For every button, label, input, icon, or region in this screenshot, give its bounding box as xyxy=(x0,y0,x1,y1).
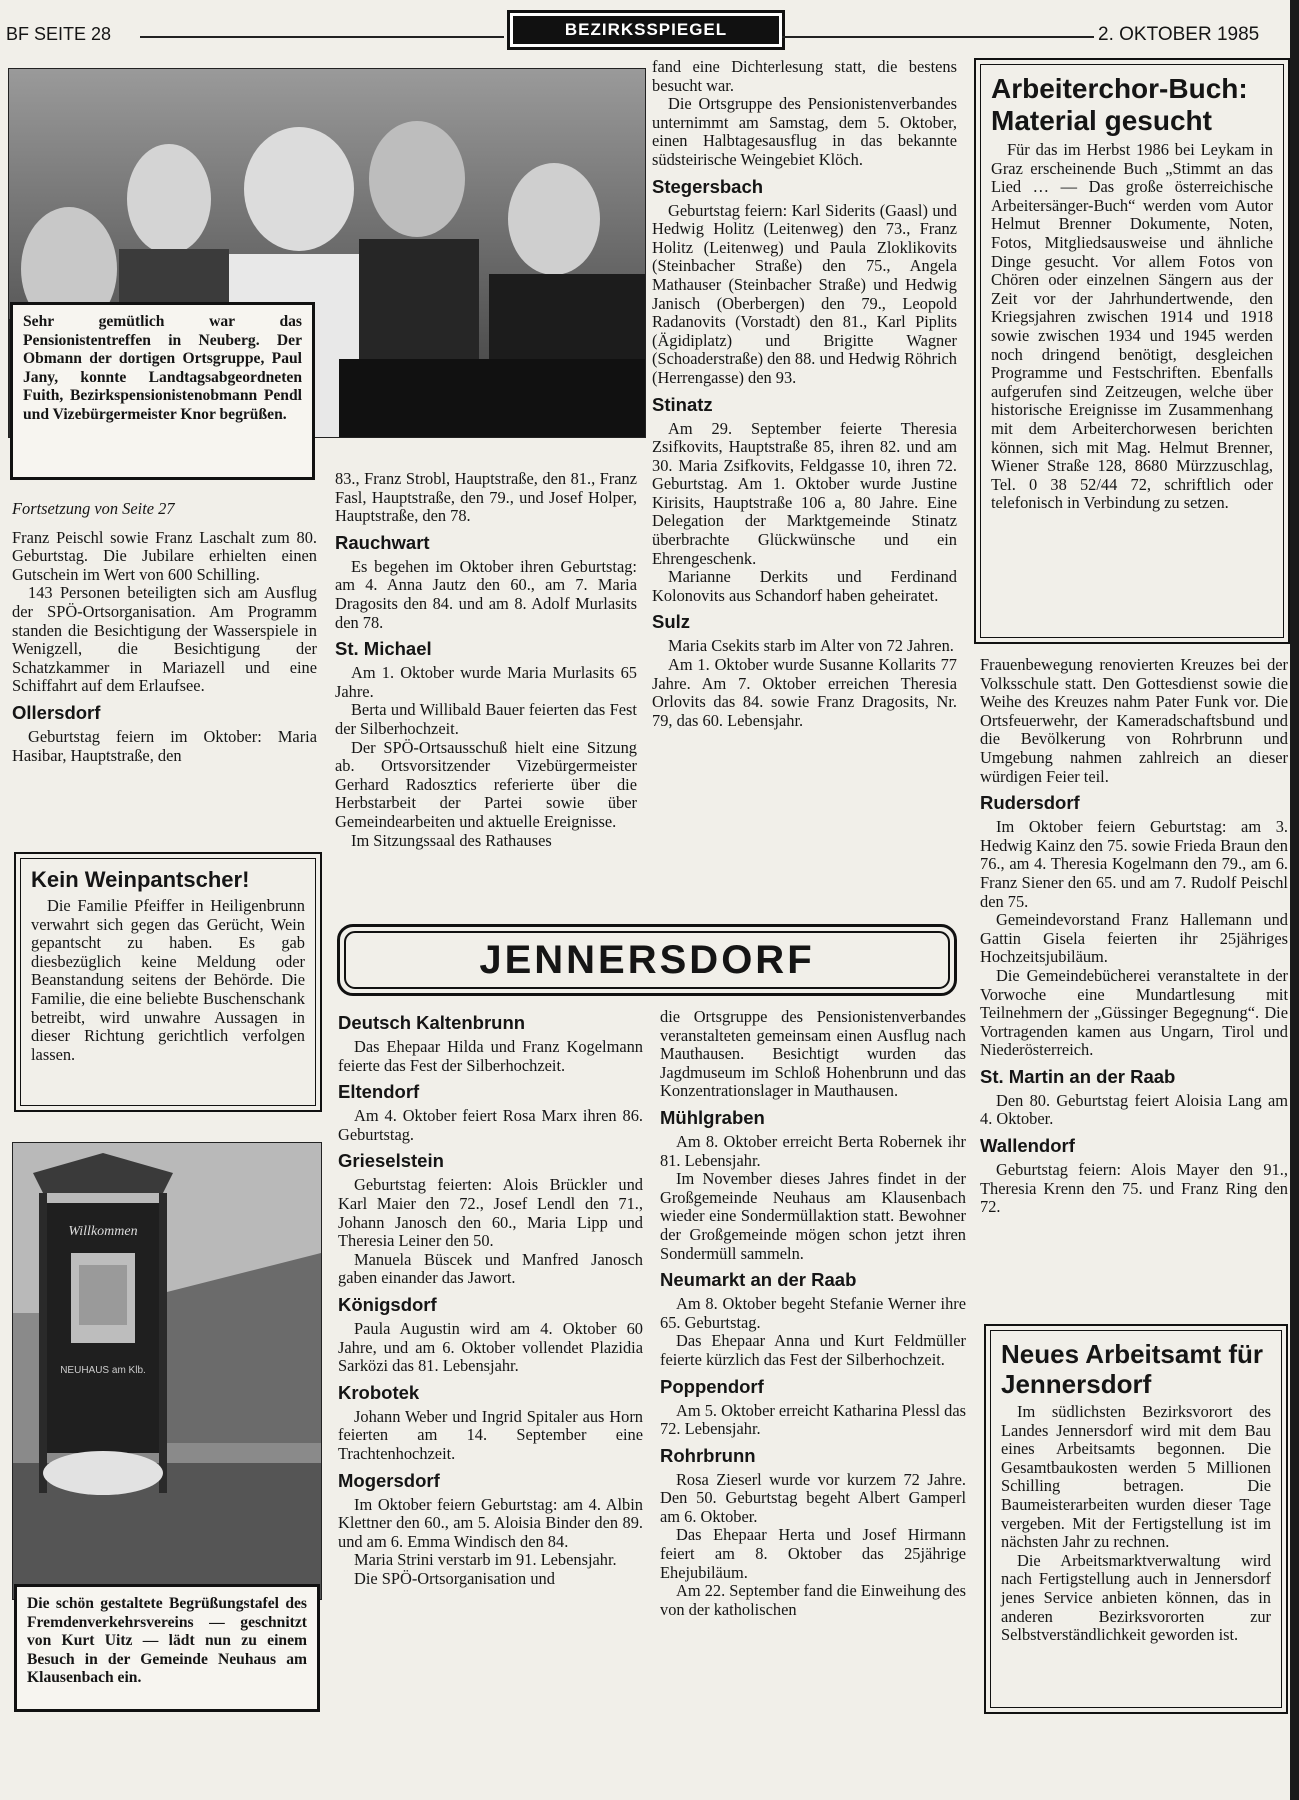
heading-stegersbach: Stegersbach xyxy=(652,175,764,197)
sign-text: Willkommen xyxy=(68,1224,138,1239)
box-title: Arbeiterchor-Buch: Material gesucht xyxy=(991,73,1248,136)
article-text: Am 1. Oktober wurde Maria Murlasits 65 Jahre. xyxy=(335,663,637,701)
photo-welcome-sign xyxy=(12,1142,322,1600)
heading-st-martin: St. Martin an der Raab xyxy=(980,1065,1176,1087)
heading-stinatz: Stinatz xyxy=(652,393,713,415)
heading-grieselstein: Grieselstein xyxy=(338,1150,444,1172)
heading-st-michael: St. Michael xyxy=(335,638,432,660)
article-text: Am 1. Oktober wurde Susanne Kollarits 77 Jahre. Am 7. Oktober erreichen Theresia Orlovits das 84. sowie Franz Dragosits, Nr. 79, das 60. Lebensjahr. xyxy=(652,655,957,730)
article-text: Frauenbewegung renovierten Kreuzes bei der Volksschule statt. Den Gottesdienst sowie die Weihe des Kreuzes nahm Pater Funk vor. Die Ortsfeuerwehr, der Kameradschaftsbund und die Bevölkerung von Rohrbrunn und Umgebung nahmen zahlreich an dieser würdigen Feier teil. xyxy=(980,655,1288,786)
heading-muehlgraben: Mühlgraben xyxy=(660,1106,765,1128)
box-title: Neues Arbeitsamt für Jennersdorf xyxy=(1001,1339,1263,1399)
article-text: Geburtstag feiern: Karl Siderits (Gaasl) und Hedwig Holitz (Leitenweg) den 73., Franz Holitz (Leitenweg) und Paula Zloklikovits (Steinbacher Straße) den 75., Angela Mathauser (Steinbacher Straße) und Hedwig Janisch (Oberbergen) den 79., Leopold Radanovits (Vorstadt) den 81., Karl Piplits (Ägidiplatz) und Brigitte Wagner (Schoaderstraße) den 88. und Hedwig Röhrich (Herrengasse) den 93. xyxy=(652,200,957,387)
caption-text: Sehr gemütlich war das Pensionistentreffen in Neuberg. Der Obmann der dortigen Ortsgruppe, Paul Jany, konnte Landtagsabgeordneten Fuith, Bezirkspensionistenobmann Pendl und Vizebürgermeister Knor begrüßen. xyxy=(23,313,302,423)
continuation-note: Fortsetzung von Seite 27 xyxy=(12,499,175,518)
photo-caption-2 xyxy=(14,1584,320,1712)
box-title: Kein Weinpantscher! xyxy=(31,867,250,892)
column-5 xyxy=(338,1006,643,1588)
box-inner xyxy=(20,858,316,1106)
heading-rohrbrunn: Rohrbrunn xyxy=(660,1444,756,1466)
article-text: Maria Csekits starb im Alter von 72 Jahren. xyxy=(668,636,954,656)
article-text: Am 4. Oktober feiert Rosa Marx ihren 86. Geburtstag. xyxy=(338,1106,643,1144)
article-text: Am 8. Oktober begeht Stefanie Werner ihre 65. Geburtstag. xyxy=(660,1294,966,1332)
article-text: Berta und Willibald Bauer feierten das Fest der Silberhochzeit. xyxy=(335,700,637,738)
article-text: Am 22. September fand die Einweihung des von der katholischen xyxy=(660,1581,966,1619)
heading-poppendorf: Poppendorf xyxy=(660,1375,764,1397)
caption-text: Die schön gestaltete Begrüßungstafel des Fremdenverkehrsvereins — geschnitzt von Kurt Uitz — lädt nun zu einem Besuch in der Gemeinde Neuhaus am Klausenbach ein. xyxy=(27,1595,307,1686)
article-text: Johann Weber und Ingrid Spitaler aus Horn feierten am 14. September eine Trachtenhochzeit. xyxy=(338,1406,643,1463)
article-text: Im November dieses Jahres findet in der Großgemeinde Neuhaus am Klausenbach wieder eine Sondermüllaktion statt. Bewohner der Großgemeinde mögen schon jetzt ihren Sondermüll sammeln. xyxy=(660,1169,966,1263)
heading-koenigsdorf: Königsdorf xyxy=(338,1293,437,1315)
article-text: 143 Personen beteiligten sich am Ausflug der SPÖ-Ortsorganisation. Am Programm standen die Besichtigung der Wasserspiele in Wenigzell, die Besichtigung der Schatzkammer in Mariazell und eine Schiffahrt auf dem Erlaufsee. xyxy=(12,583,317,696)
box-arbeiterchor-buch xyxy=(974,58,1290,644)
article-text: Das Ehepaar Hilda und Franz Kogelmann feierte das Fest der Silberhochzeit. xyxy=(338,1037,643,1075)
article-text: Am 8. Oktober erreicht Berta Robernek ihr 81. Lebensjahr. xyxy=(660,1131,966,1170)
banner-title: JENNERSDORF xyxy=(344,931,950,989)
box-text: Für das im Herbst 1986 bei Leykam in Graz erscheinende Buch „Stimmt an das Lied … — Das große österreichische Arbeitersänger-Buch“ werden vom Autor Helmut Brenner Dokumente, Noten, Fotos, Mitgliedsausweise und ähnliche Dinge gesucht. Vor allem Fotos von Chören oder einzelnen Sängern aus der Zeit vor der Jahrhundertwende, den Kriegsjahren zwischen 1914 und 1918 sowie zwischen 1934 und 1945 werden noch dringend benötigt, desgleichen Programme und Festschriften. Ebenfalls aufgerufen sind Zeitzeugen, welche über historische Ereignisse im Zusammenhang mit dem Arbeiterchorwesen berichten können, sich mit Mag. Helmut Brenner, Wiener Straße 128, 8680 Mürzzuschlag, Tel. 0 38 52/44 72, schriftlich oder telefonisch in Verbindung zu setzen. xyxy=(991,140,1273,513)
article-text: Im Sitzungssaal des Rathauses xyxy=(351,830,552,850)
article-text: Maria Strini verstarb im 91. Lebensjahr. xyxy=(354,1550,617,1570)
section-label xyxy=(507,10,785,50)
article-text: die Ortsgruppe des Pensionistenverbandes veranstalteten gemeinsam einen Ausflug nach Mauthausen. Besichtigt wurden das Jagdmuseum im Schloß Hohenbrunn und das Konzentrationslager in Mauthausen. xyxy=(660,1007,966,1101)
article-text: Geburtstag feiern im Oktober: Maria Hasibar, Hauptstraße, den xyxy=(12,726,317,765)
article-text: Rosa Zieserl wurde vor kurzem 72 Jahre. Den 50. Geburtstag begeht Albert Gamperl am 6. Oktober. xyxy=(660,1469,966,1526)
heading-eltendorf: Eltendorf xyxy=(338,1081,420,1103)
box-inner xyxy=(980,64,1284,638)
article-text: Das Ehepaar Herta und Josef Hirmann feiert am 8. Oktober das 25jährige Ehejubiläum. xyxy=(660,1525,966,1582)
header-rule-right xyxy=(782,36,1094,38)
heading-wallendorf: Wallendorf xyxy=(980,1135,1075,1157)
heading-rauchwart: Rauchwart xyxy=(335,531,430,553)
article-text: Im Oktober feiern Geburtstag: am 4. Albin Klettner den 60., am 5. Aloisia Binder den 89. und am 6. Emma Windisch den 84. xyxy=(338,1494,643,1551)
heading-krobotek: Krobotek xyxy=(338,1381,420,1403)
article-text: 83., Franz Strobl, Hauptstraße, den 81., Franz Fasl, Hauptstraße, den 79., und Josef Holper, Hauptstraße, den 78. xyxy=(335,469,637,526)
column-4 xyxy=(980,656,1288,1217)
article-text: Franz Peischl sowie Franz Laschalt zum 80. Geburtstag. Die Jubilare erhielten einen Gutschein im Wert von 600 Schilling. xyxy=(12,527,317,584)
box-text: Im südlichsten Bezirksvorort des Landes Jennersdorf wird mit dem Bau eines Arbeitsamts begonnen. Die Gesamtbaukosten werden 5 Millionen Schilling betragen. Die Baumeisterarbeiten wurden dieser Tage vergeben. Mit der Fertigstellung ist im nächsten Jahr zu rechnen. xyxy=(1001,1402,1271,1552)
header-rule-left xyxy=(140,36,504,38)
column-1 xyxy=(12,500,317,765)
article-text: Am 29. September feierte Theresia Zsifkovits, Hauptstraße 85, ihren 82. und am 30. Maria Zsifkovits, Feldgasse 10, ihren 72. Geburtstag. Am 1. Oktober wurde Justine Kirisits, Hauptstraße 106 a, 80 Jahre. Eine Delegation der Marktgemeinde Stinatz überbrachte Glückwünsche und ein Ehrengeschenk. xyxy=(652,418,957,568)
photo-caption-1 xyxy=(10,302,315,480)
heading-rudersdorf: Rudersdorf xyxy=(980,792,1080,814)
issue-date: 2. OKTOBER 1985 xyxy=(1098,24,1260,45)
column-6 xyxy=(660,1008,966,1619)
article-text: Die Gemeindebücherei veranstaltete in der Vorwoche eine Mundartlesung mit Teilnehmern der „Güssinger Begegnung“. Die Vortragenden kamen aus Ungarn, Tirol und Niederösterreich. xyxy=(980,965,1288,1060)
article-text: Marianne Derkits und Ferdinand Kolonovits aus Schandorf haben geheiratet. xyxy=(652,567,957,605)
heading-mogersdorf: Mogersdorf xyxy=(338,1469,440,1491)
column-2 xyxy=(335,470,637,850)
article-text: Das Ehepaar Anna und Kurt Feldmüller feierte kürzlich das Fest der Silberhochzeit. xyxy=(660,1331,966,1369)
article-text: fand eine Dichterlesung statt, die bestens besucht war. xyxy=(652,57,957,95)
section-title: BEZIRKSSPIEGEL xyxy=(513,16,779,44)
heading-deutsch-kaltenbrunn: Deutsch Kaltenbrunn xyxy=(338,1012,526,1033)
heading-sulz: Sulz xyxy=(652,611,691,633)
column-3 xyxy=(652,58,957,730)
article-text: Gemeindevorstand Franz Hallemann und Gattin Gisela feierten ihr 25jähriges Hochzeitsjubiläum. xyxy=(980,910,1288,967)
box-neues-arbeitsamt xyxy=(984,1324,1288,1714)
article-text: Am 5. Oktober erreicht Katharina Plessl das 72. Lebensjahr. xyxy=(660,1400,966,1439)
article-text: Im Oktober feiern Geburtstag: am 3. Hedwig Kainz den 75. sowie Frieda Braun den 76., am 4. Theresia Kogelmann den 79., am 6. Franz Siener den 65. und am 7. Rudolf Peischl den 75. xyxy=(980,817,1288,911)
article-text: Der SPÖ-Ortsausschuß hielt eine Sitzung ab. Ortsvorsitzender Vizebürgermeister Gerhard Radosztics referierte über die Herbstarbeit der Partei sowie über Gemeindearbeiten und aktuelle Ereignisse. xyxy=(335,737,637,831)
sign-lower-text: NEUHAUS am Klb. xyxy=(60,1365,146,1376)
box-inner xyxy=(990,1330,1282,1708)
box-text: Die Familie Pfeiffer in Heiligenbrunn verwahrt sich gegen das Gerücht, Wein gepantscht zu haben. Es gab diesbezüglich keine Meldung oder Beanstandung seitens der Behörde. Die Familie, die eine beliebte Buschenschank betreibt, wird unwahre Aussagen in dieser Richtung gerichtlich verfolgen lassen. xyxy=(31,896,305,1064)
article-text: Die Ortsgruppe des Pensionistenverbandes unternimmt am Samstag, dem 5. Oktober, einen Halbtagesausflug in das bekannte südsteirische Weingebiet Klöch. xyxy=(652,94,957,169)
page-number: BF SEITE 28 xyxy=(6,24,112,44)
article-text: Den 80. Geburtstag feiert Aloisia Lang am 4. Oktober. xyxy=(980,1090,1288,1129)
heading-neumarkt: Neumarkt an der Raab xyxy=(660,1269,857,1291)
article-text: Manuela Büscek und Manfred Janosch gaben einander das Jawort. xyxy=(338,1249,643,1288)
heading-ollersdorf: Ollersdorf xyxy=(12,701,101,723)
article-text: Geburtstag feierten: Alois Brückler und Karl Maier den 72., Josef Lendl den 71., Johann Janosch den 60., Maria Lipp und Theresia Leiner den 50. xyxy=(338,1175,643,1251)
banner-jennersdorf xyxy=(337,924,957,996)
box-text: Die Arbeitsmarktverwaltung wird nach Fertigstellung auch in Jennersdorf jenes Service anbieten können, das in anderen Bezirksvororten zur Selbstverständlichkeit geworden ist. xyxy=(1001,1550,1271,1645)
box-kein-weinpantscher xyxy=(14,852,322,1112)
article-text: Paula Augustin wird am 4. Oktober 60 Jahre, und am 6. Oktober vollendet Plazidia Sarközi das 81. Lebensjahr. xyxy=(338,1318,643,1376)
article-text: Geburtstag feiern: Alois Mayer den 91., Theresia Krenn den 75. und Franz Ring den 72. xyxy=(980,1160,1288,1217)
page-edge-shadow xyxy=(1290,0,1299,1800)
article-text: Die SPÖ-Ortsorganisation und xyxy=(354,1568,555,1588)
photo-image xyxy=(13,1143,321,1599)
article-text: Es begehen im Oktober ihren Geburtstag: am 4. Anna Jautz den 60., am 7. Maria Dragosits den 84. und am 8. Adolf Murlasits den 78. xyxy=(335,556,637,632)
